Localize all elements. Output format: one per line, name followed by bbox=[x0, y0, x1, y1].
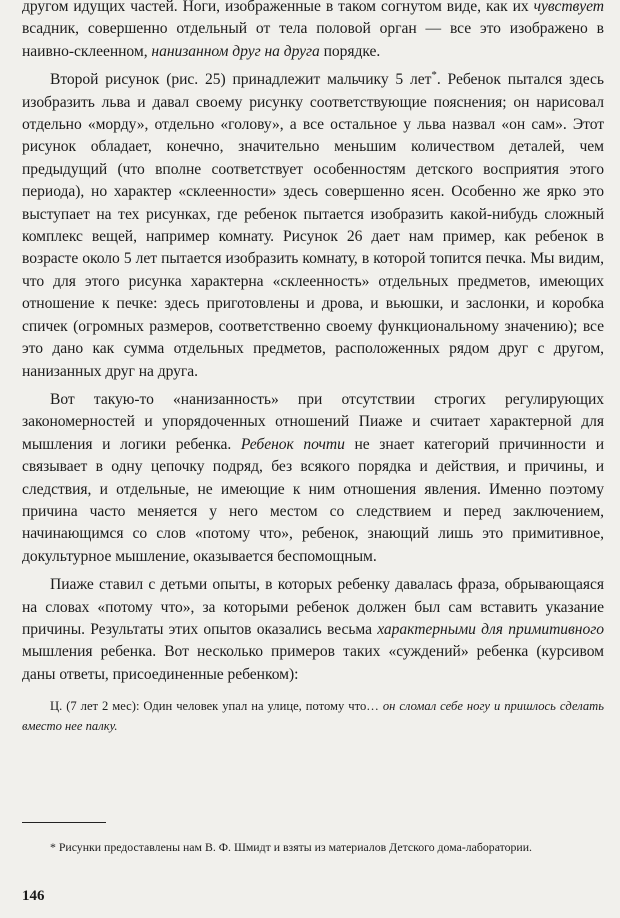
main-text bbox=[22, 0, 604, 686]
italic-text: характерными для примитивного bbox=[377, 620, 604, 638]
text-run: порядке. bbox=[319, 42, 381, 60]
paragraph bbox=[22, 389, 604, 568]
text-run: другом идущих частей. Ноги, изображенные в таком согнутом виде, как их bbox=[22, 0, 534, 15]
paragraph bbox=[22, 574, 604, 686]
paragraph bbox=[22, 69, 604, 383]
footnote: * Рисунки предоставлены нам В. Ф. Шмидт и взяты из материалов Детского дома-лаборатории. bbox=[50, 840, 532, 854]
text-run: Вот такую-то «нанизанность» при отсутствии строгих регулирующих закономерностей и упорядоченных отношений Пиаже и считает характерной для мышления и логики ребенка. bbox=[22, 390, 604, 453]
italic-text: чувствует bbox=[533, 0, 604, 15]
footnote-divider bbox=[22, 822, 106, 823]
text-run: не знает категорий причинности и связывает в одну цепочку подряд, без всякого порядка и действия, и причины, и следствия, и отдельные, не имеющие к ним отношения явления. Именно поэтому причина часто меняется у него местом со следствием и перед заключением, начинающимся со слов «потому что», ребенок, знающий лишь это примитивное, докультурное мышление, оказывается беспомощным. bbox=[22, 435, 604, 565]
italic-text: нанизанном друг на друга bbox=[151, 42, 320, 60]
paragraph bbox=[22, 0, 604, 63]
page-number: 146 bbox=[22, 888, 45, 904]
example-quote bbox=[22, 696, 604, 736]
text-run: . Ребенок пытался здесь изобразить льва и давал своему рисунку соответствующие пояснения; он нарисовал отдельно «морду», отдельно «голову», а все остальное у льва назвал «он сам». Этот рисунок обладает, конечно, значительно меньшим количеством деталей, чем предыдущий (что вполне соответствует особенностям детского восприятия этого периода), но характер «склеенности» здесь совершенно ясен. Особенно же ярко это выступает на тех рисунках, где ребенок пытается изобразить какой-нибудь сложный комплекс вещей, например комнату. Рисунок 26 дает нам пример, как ребенок в возрасте около 5 лет пытается изобразить комнату, в которой топится печка. Мы видим, что для этого рисунка характерна «склеенность» отдельных предметов, имеющих отношение к печке: здесь приготовлены и дрова, и вьюшки, и заслонки, и коробка спичек (огромных размеров, соответственно своему функциональному значению); все это дано как сумма отдельных предметов, расположенных рядом друг с другом, нанизанных друг на друга. bbox=[22, 71, 604, 380]
text-run: Второй рисунок (рис. 25) принадлежит мальчику 5 лет bbox=[50, 71, 432, 89]
text-run: мышления ребенка. Вот несколько примеров таких «суждений» ребенка (курсивом даны ответы, присоединенные ребенком): bbox=[22, 643, 604, 683]
text-run: Пиаже ставил с детьми опыты, в которых ребенку давалась фраза, обрывающаяся на словах «потому что», за которыми ребенок должен был сам вставить указание причины. Результаты этих опытов оказались весьма bbox=[22, 576, 604, 638]
italic-text: Ребенок почти bbox=[240, 435, 345, 453]
footnote-marker: * bbox=[431, 69, 437, 82]
text-run: Ц. (7 лет 2 мес): Один человек упал на улице, потому что… bbox=[50, 699, 383, 714]
text-run: всадник, совершенно отдельный от тела половой орган — все это изображено в наивно-склеенном, bbox=[22, 20, 604, 60]
italic-text: он сломал себе ногу и пришлось сделать вместо нее палку. bbox=[22, 699, 604, 734]
